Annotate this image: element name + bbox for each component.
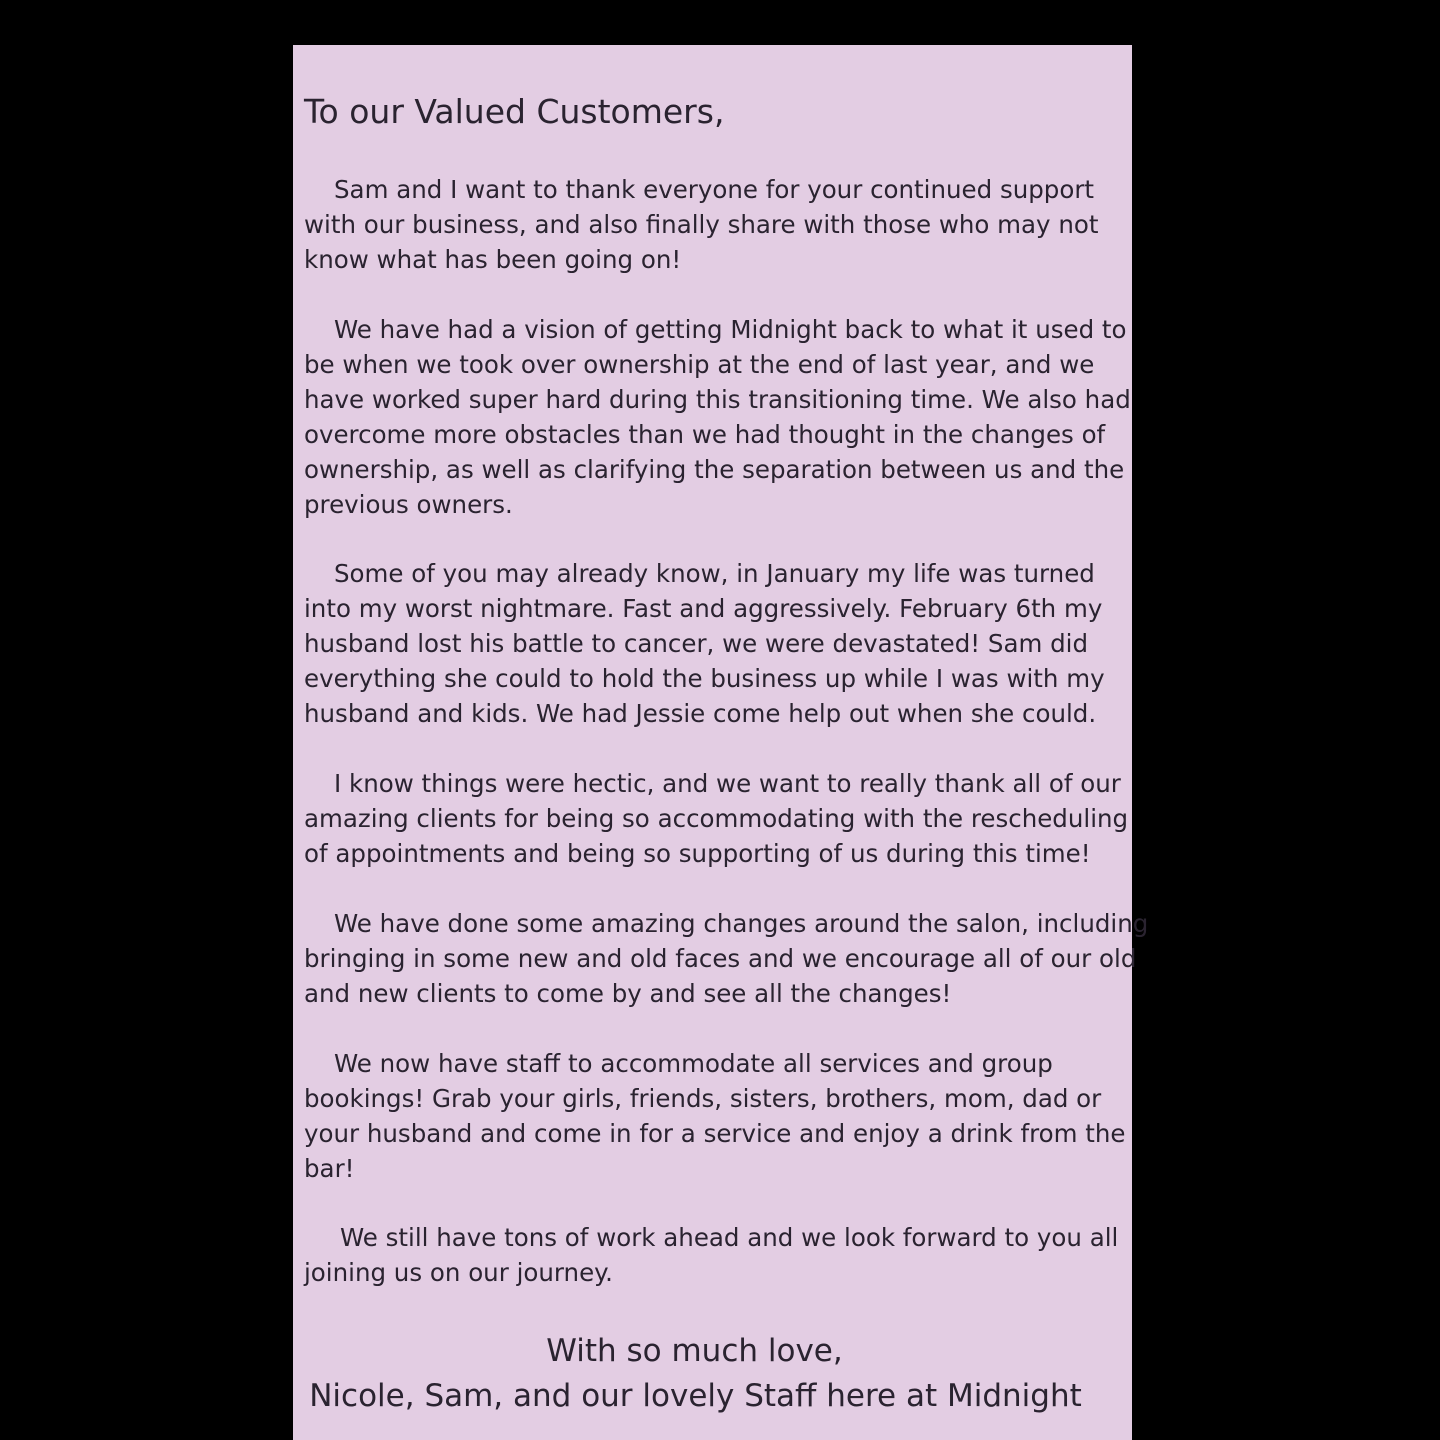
paragraph-changes <box>304 906 1149 1011</box>
paragraph-line: Sam and I want to thank everyone for your continued support <box>334 175 1095 204</box>
paragraph-january <box>304 556 1130 731</box>
paragraph-line: We have done some amazing changes around the salon, including <box>334 909 1149 938</box>
paragraph-line: ownership, as well as clarifying the separation between us and the <box>304 455 1125 484</box>
letter-card <box>293 45 1149 1440</box>
paragraph-line: bringing in some new and old faces and we encourage all of our old <box>304 944 1137 973</box>
signoff-signature: Nicole, Sam, and our lovely Staff here at Midnight <box>309 1378 1082 1414</box>
paragraph-line: overcome more obstacles than we had thought in the changes of <box>304 420 1106 449</box>
paragraph-line: joining us on our journey. <box>304 1258 613 1287</box>
paragraph-line: Some of you may already know, in January my life was turned <box>334 559 1095 588</box>
paragraph-line: and new clients to come by and see all the changes! <box>304 979 952 1008</box>
paragraph-line: with our business, and also finally share with those who may not <box>304 210 1099 239</box>
paragraph-vision <box>304 312 1130 522</box>
paragraph-line: previous owners. <box>304 490 513 519</box>
paragraph-line: your husband and come in for a service and enjoy a drink from the <box>304 1119 1126 1148</box>
paragraph-thanks <box>304 172 1130 277</box>
paragraph-line: We still have tons of work ahead and we look forward to you all <box>340 1223 1119 1252</box>
paragraph-line: I know things were hectic, and we want to really thank all of our <box>334 769 1121 798</box>
paragraph-journey <box>304 1220 1130 1290</box>
paragraph-line: into my worst nightmare. Fast and aggressively. February 6th my <box>304 594 1103 623</box>
paragraph-line: know what has been going on! <box>304 245 682 274</box>
paragraph-line: of appointments and being so supporting of us during this time! <box>304 839 1091 868</box>
paragraph-staff <box>304 1046 1130 1186</box>
paragraph-line: amazing clients for being so accommodating with the rescheduling <box>304 804 1129 833</box>
paragraph-line: We have had a vision of getting Midnight back to what it used to <box>334 315 1127 344</box>
paragraph-hectic <box>304 766 1130 871</box>
paragraph-line: husband lost his battle to cancer, we were devastated! Sam did <box>304 629 1089 658</box>
paragraph-line: bar! <box>304 1154 355 1183</box>
paragraph-line: husband and kids. We had Jessie come help out when she could. <box>304 699 1097 728</box>
paragraph-line: everything she could to hold the business up while I was with my <box>304 664 1105 693</box>
paragraph-line: be when we took over ownership at the end of last year, and we <box>304 350 1095 379</box>
paragraph-line: We now have staff to accommodate all services and group <box>334 1049 1053 1078</box>
paragraph-line: bookings! Grab your girls, friends, sisters, brothers, mom, dad or <box>304 1084 1102 1113</box>
signoff-closing: With so much love, <box>546 1333 843 1369</box>
paragraph-line: have worked super hard during this transitioning time. We also had <box>304 385 1131 414</box>
letter-greeting: To our Valued Customers, <box>304 92 725 131</box>
